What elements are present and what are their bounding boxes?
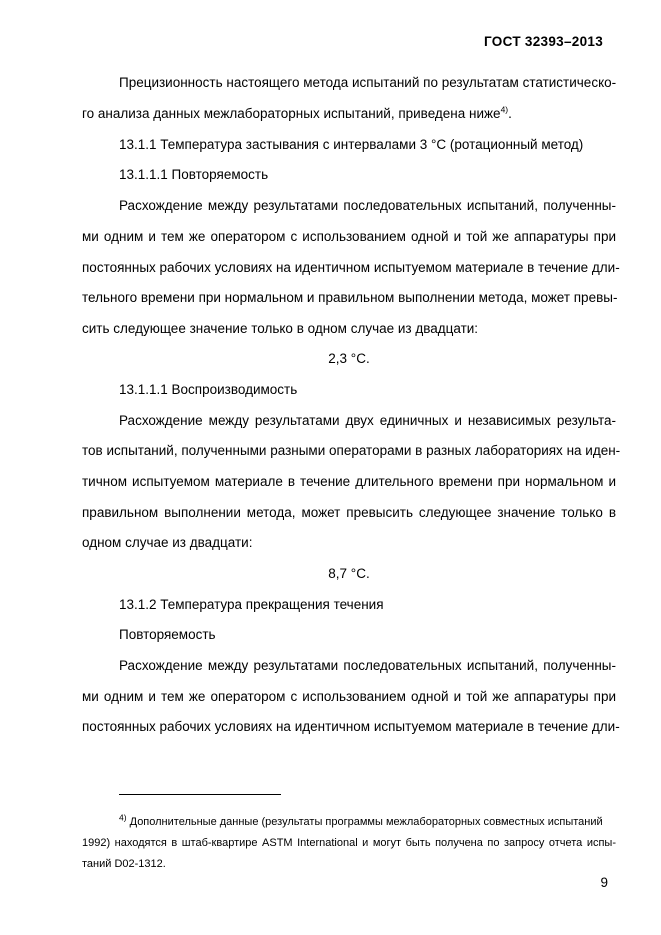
paragraph-line: тельного времени при нормальном и правильном выполнении метода, может превы- [82, 290, 618, 305]
paragraph-line: правильном выполнении метода, может превысить следующее значение только в [82, 505, 616, 520]
footnote-marker: 4) [119, 812, 127, 823]
footnote-reference: 4) [500, 104, 509, 115]
footnote-line: 1992) находятся в штаб-квартире ASTM International и могут быть получена по запросу отчета испы- [82, 837, 616, 849]
section-heading: 13.1.1 Температура застывания с интервалами 3 °С (ротационный метод) [119, 137, 584, 152]
section-heading: 13.1.1.1 Воспроизводимость [119, 382, 298, 397]
value-line: 2,3 °С. [328, 351, 370, 366]
paragraph-line: Прецизионность настоящего метода испытаний по результатам статистическо- [119, 75, 617, 90]
paragraph-line: тичном испытуемом материале в течение длительного времени при нормальном и [82, 474, 616, 489]
page-number: 9 [600, 875, 608, 890]
paragraph-line: Расхождение между результатами последовательных испытаний, полученны- [119, 658, 616, 673]
paragraph-line: постоянных рабочих условиях на идентичном испытуемом материале в течение дли- [82, 719, 620, 734]
paragraph-line: Расхождение между результатами последовательных испытаний, полученны- [119, 198, 616, 213]
paragraph-line: тов испытаний, полученными разными операторами в разных лабораториях на иден- [82, 443, 621, 458]
footnote-separator [119, 794, 281, 795]
paragraph-line: Расхождение между результатами двух единичных и независимых результа- [119, 413, 616, 428]
paragraph-line: го анализа данных межлабораторных испытаний, приведена ниже$^{4)}$. [82, 104, 512, 121]
standard-header: ГОСТ 32393–2013 [484, 34, 603, 49]
paragraph-line: ми одним и тем же оператором с использованием одной и той же аппаратуры при [82, 229, 616, 244]
paragraph-line: одном случае из двадцати: [82, 535, 253, 550]
paragraph-line: постоянных рабочих условиях на идентичном испытуемом материале в течение дли- [82, 260, 620, 275]
section-heading: 13.1.2 Температура прекращения течения [119, 597, 384, 612]
paragraph-line: ми одним и тем же оператором с использованием одной и той же аппаратуры при [82, 689, 616, 704]
section-heading: 13.1.1.1 Повторяемость [119, 167, 269, 182]
footnote-line: $^{4)}$ Дополнительные данные (результаты программы межлабораторных совместных испытаний [119, 812, 603, 828]
footnote-line: таний D02-1312. [82, 858, 166, 870]
section-heading: Повторяемость [119, 627, 216, 642]
value-line: 8,7 °С. [328, 566, 370, 581]
paragraph-line: сить следующее значение только в одном случае из двадцати: [82, 321, 479, 336]
